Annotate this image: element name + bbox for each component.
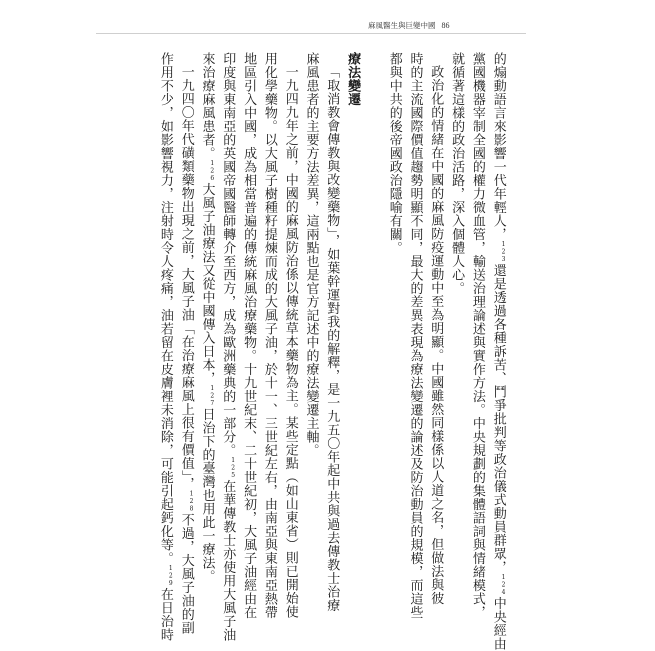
column-text: 作用不少，如影響視力，注射時令人疼痛，油若留在皮膚裡未消除，可能引起鈣化等。 [157,52,173,565]
footnote-ref: 125 [229,457,237,480]
column-text: 一九四九年之前，中國的麻風防治係以傳統草本藥物為主。某些定點（如山東省）則已開始使 [282,65,298,619]
column-text: 不過，大風子油的副 [178,513,194,635]
column-text: 大風子油療法又從中國傳入日本， [199,182,215,385]
column-text: 來治療麻風患者。 [199,52,215,160]
text-column [178,52,196,635]
footnote-ref: 123 [500,241,508,264]
section-heading [346,52,360,572]
page-number: 86 [441,21,450,30]
column-text: 政治化的情緒在中國的麻風防疫運動中至為明顯。中國雖然同樣係以人道之名，但做法與彼 [428,65,444,605]
text-column [387,52,401,572]
text-column [324,52,340,612]
footnote-ref: 127 [208,385,216,408]
text-column [157,52,175,642]
running-header [368,20,450,31]
column-text: 在華傳教士亦使用大風子油 [220,479,236,642]
column-text: 地區引入中國，成為相當普遍的傳統麻風治療藥物。十九世紀末、二十世紀初，大風子油經由在 [241,52,257,619]
column-text: 就循著這樣的政治活路，深入個體人心。 [449,52,465,295]
footnote-ref: 128 [188,490,196,513]
text-column [469,52,485,619]
column-text: 還是透過各種訴苦、鬥爭批判等政治儀式動員群眾， [490,263,506,574]
column-text: 日治下的臺灣也用此一療法。 [199,407,215,583]
column-text: 時的主流國際價值趨勢明顯不同，最大的差異表現為療法變遷的論述及防治動員的規模，而這些 [407,52,423,619]
column-text: 黨國機器宰制全國的權力微血管，輸送治理論述與實作方法。中央規劃的集體語詞與情緒模式， [469,52,485,619]
text-column [261,52,277,619]
running-title: 麻風醫生與巨變中國 [368,21,436,30]
text-column [407,52,423,619]
column-text: 印度與東南亞的英國帝國醫師轉介至西方，成為歐洲藥典的一部分。 [220,52,236,457]
text-column [428,52,444,605]
column-text: 「取消教會傳教與改變藥物」，如葉幹運對我的解釋，是一九五〇年起中共與過去傳教士治療 [324,65,340,612]
text-column [490,52,508,651]
column-text: 都與中共的後帝國政治隱喻有關。 [386,52,402,255]
column-text: 的煽動語言來影響一代年輕人， [490,52,506,241]
column-text: 中央經由 [490,596,506,651]
header-rule [96,33,526,34]
footnote-ref: 124 [500,574,508,597]
body-text [157,52,512,651]
column-text: 在日治時 [157,587,173,642]
column-text: 療法變遷 [345,52,361,106]
text-column [241,52,257,619]
column-text: 用化學藥物。以大風子樹種籽提煉而成的大風子油，於十一、三世紀左右，由南亞與東南亞熱帶 [261,52,277,619]
text-column [282,52,298,619]
footnote-ref: 129 [167,565,175,588]
column-text: 一九四〇年代磺類藥物出現之前，大風子油「在治療麻風上很有價值」， [178,65,194,491]
text-column [220,52,237,642]
column-text: 麻風患者的主要方法差異，這兩點也是官方記述中的療法變遷主軸。 [303,52,319,457]
text-column [450,52,464,572]
text-column [199,52,216,583]
footnote-ref: 126 [208,160,216,183]
text-column [304,52,318,572]
